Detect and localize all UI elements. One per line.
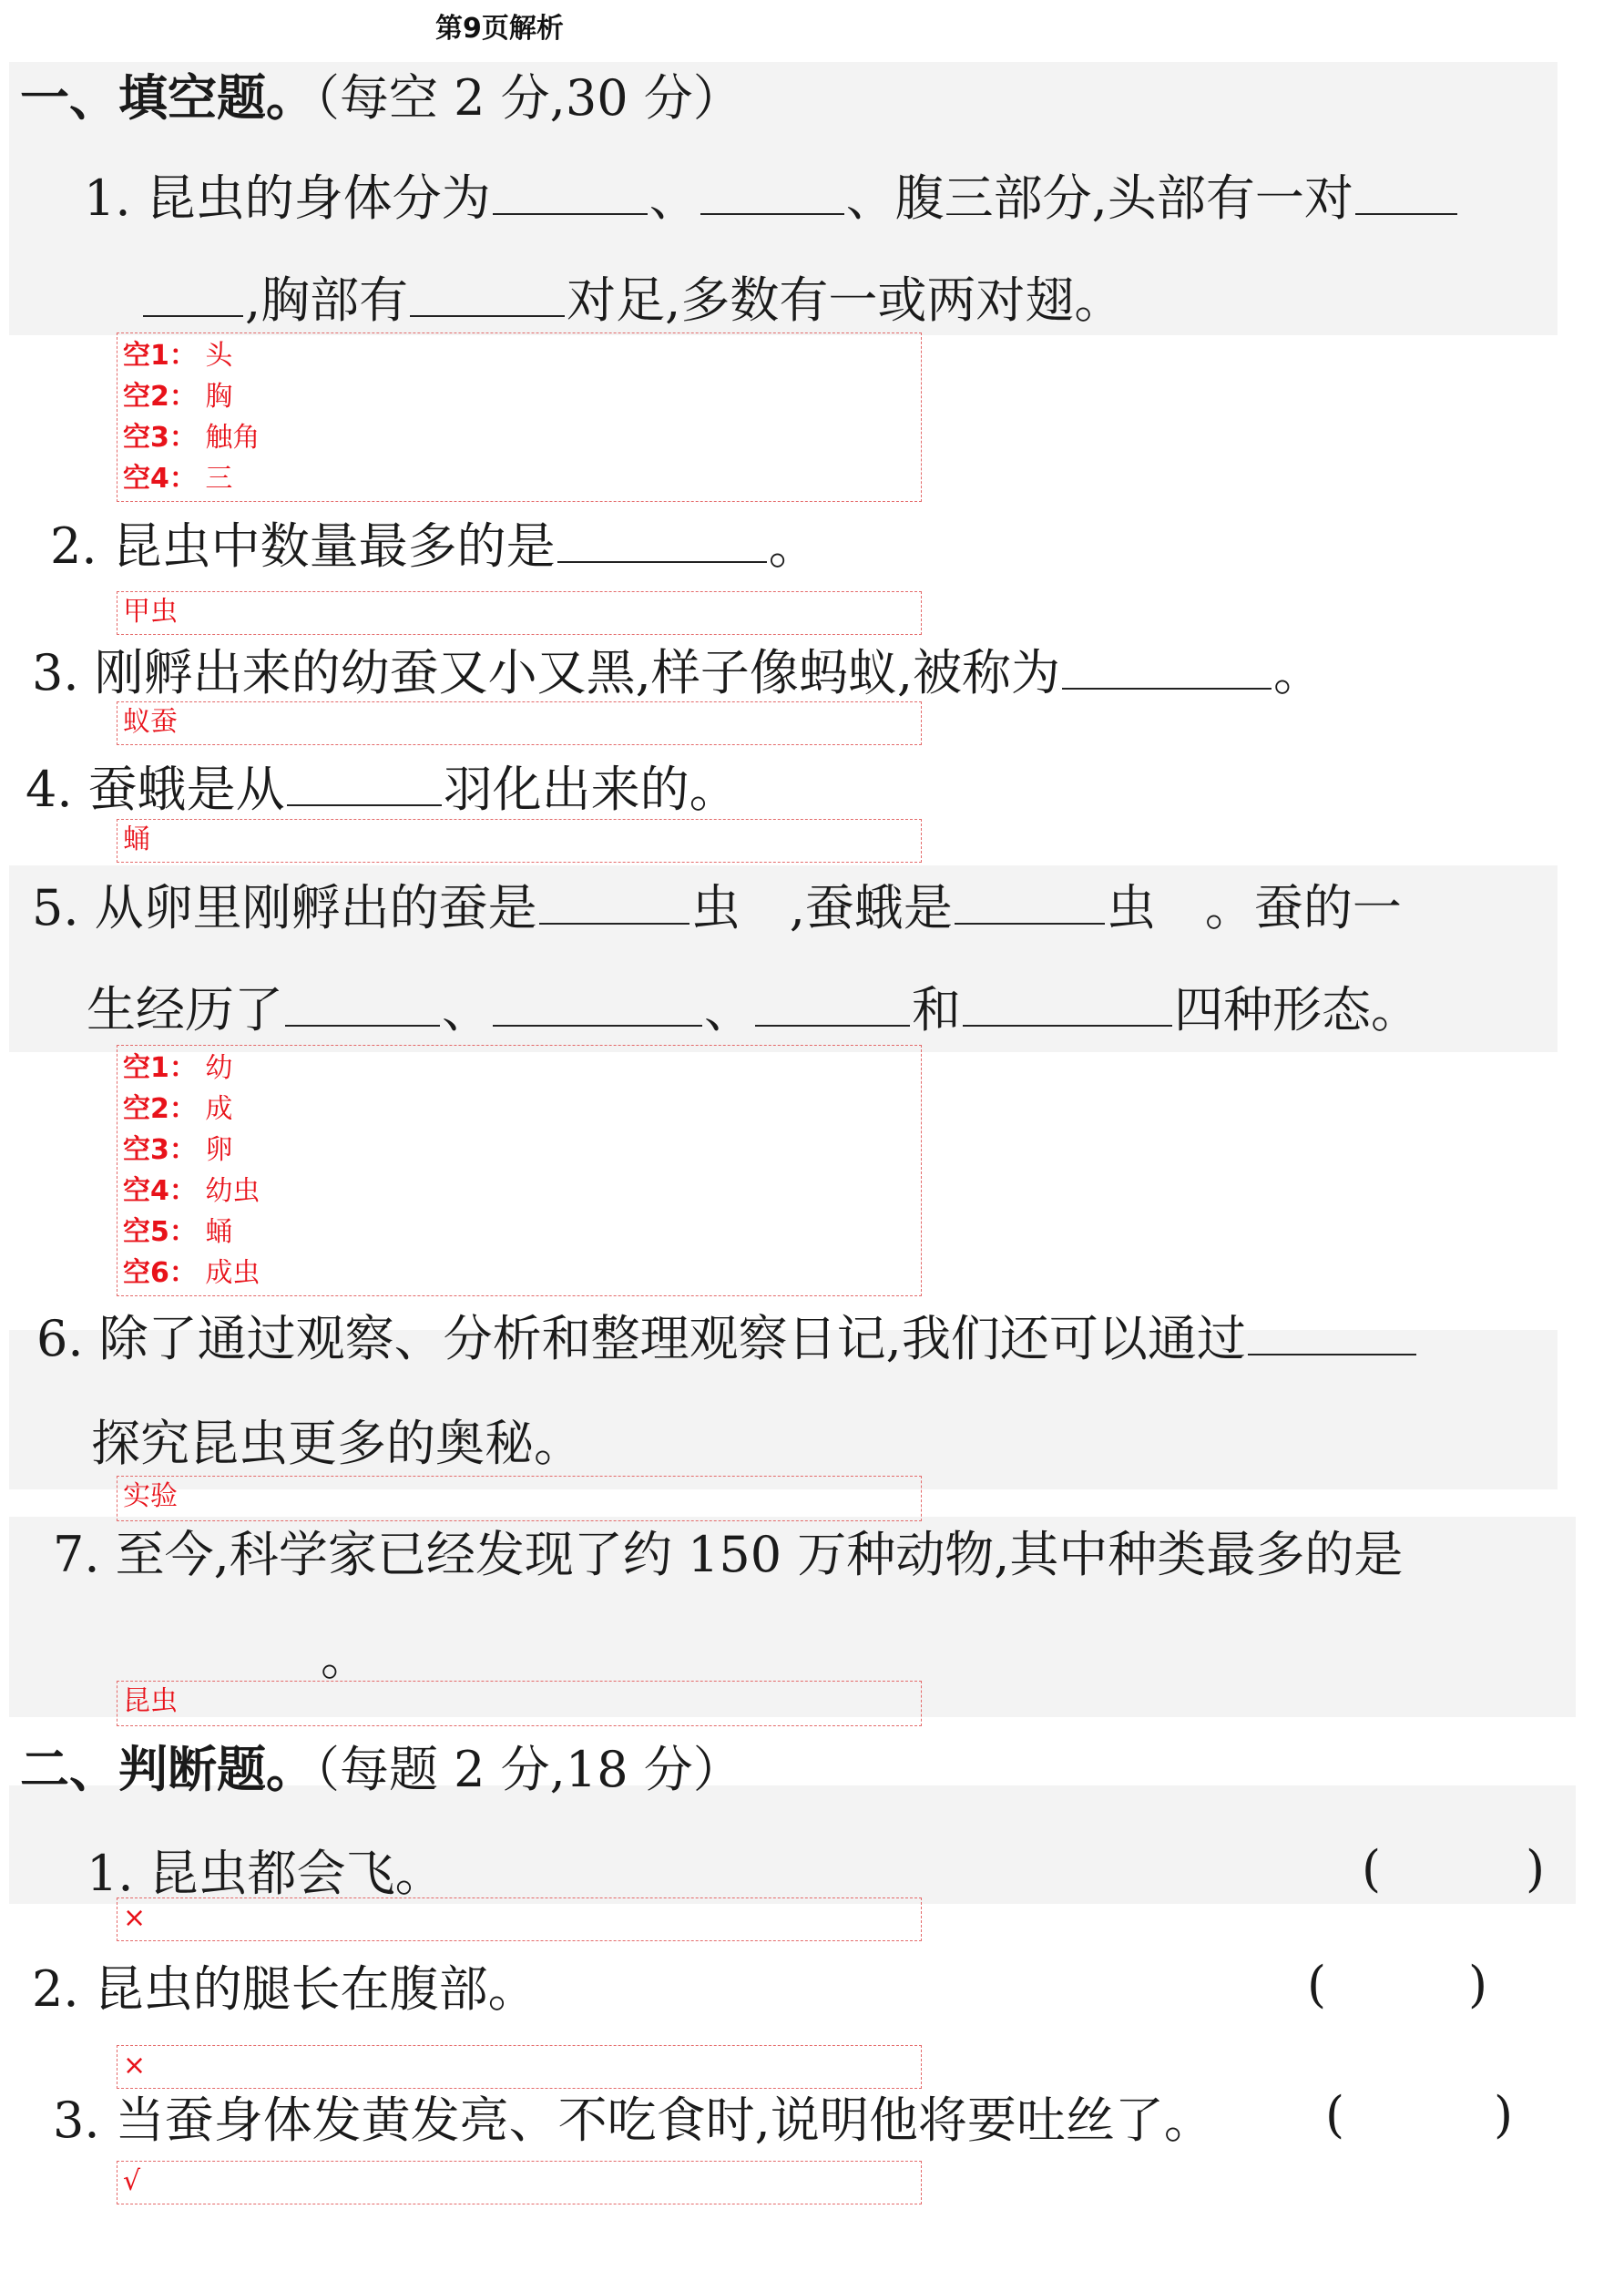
- paren-close: ): [1468, 1956, 1488, 2013]
- answer-value: 三: [205, 463, 233, 495]
- question-text: 。: [768, 517, 818, 575]
- paren-open: (: [1307, 1956, 1327, 2013]
- section-heading-fill-blank: [20, 68, 742, 128]
- question-text: 羽化出来的。: [443, 761, 739, 818]
- answer-value: 胸: [205, 381, 233, 413]
- paren-close: ): [1526, 1840, 1546, 1897]
- question-text: 7. 至今,科学家已经发现了约 150 万种动物,其中种类最多的是: [53, 1526, 1404, 1583]
- answer-value: √: [123, 2165, 141, 2197]
- answer-value: 甲虫: [123, 596, 178, 628]
- answer-box-q7: [117, 1681, 922, 1726]
- answer-value: 蛹: [205, 1216, 233, 1248]
- judgment-1: [87, 1845, 444, 1903]
- question-text: 4. 蚕蛾是从: [26, 761, 285, 818]
- question-text: 。蚕的一: [1204, 879, 1402, 936]
- answer-value: 实验: [123, 1480, 178, 1512]
- question-6-line-2: [91, 1415, 583, 1473]
- answer-value: 昆虫: [123, 1685, 178, 1717]
- question-text: 四种形态。: [1174, 981, 1420, 1038]
- answer-blank: [285, 985, 440, 1027]
- answer-row: [123, 1212, 915, 1253]
- answer-value: ×: [123, 1902, 147, 1934]
- page-title: 第9页解析: [435, 13, 564, 45]
- answer-value: 头: [205, 340, 233, 372]
- paren-open: (: [1325, 2086, 1345, 2143]
- answer-blank: [557, 521, 767, 563]
- answer-box-q3: [117, 701, 922, 745]
- answer-value: 幼: [205, 1052, 233, 1084]
- question-1-line-2: [141, 271, 1123, 330]
- answer-row: [123, 1089, 915, 1130]
- answer-key: 空3：: [123, 422, 197, 454]
- answer-key: 空1：: [123, 1052, 197, 1084]
- answer-row: [123, 458, 915, 499]
- section-title: 二、判断题。: [20, 1740, 315, 1798]
- question-4: [26, 761, 739, 819]
- question-1-line-1: [84, 169, 1459, 228]
- answer-value: 成虫: [205, 1257, 260, 1289]
- question-text: 和: [912, 981, 961, 1038]
- answer-key: 空5：: [123, 1216, 197, 1248]
- answer-blank: [143, 275, 243, 317]
- question-text: 、: [442, 981, 491, 1038]
- question-3: [32, 644, 1323, 702]
- question-text: 5. 从卵里刚孵出的蚕是: [32, 879, 537, 936]
- question-text: 探究昆虫更多的奥秘。: [91, 1415, 583, 1472]
- question-2: [50, 517, 818, 576]
- answer-key: 空4：: [123, 1175, 197, 1207]
- question-text: 1. 昆虫都会飞。: [87, 1845, 444, 1902]
- question-text: 虫: [690, 879, 741, 936]
- question-text: 、: [649, 169, 699, 227]
- answer-row: [123, 335, 915, 376]
- answer-key: 空2：: [123, 1093, 197, 1125]
- answer-key: 空1：: [123, 340, 197, 372]
- question-text: 、腹三部分,头部有一对: [845, 169, 1353, 227]
- question-text: 2. 昆虫中数量最多的是: [50, 517, 556, 575]
- answer-box-q2: [117, 591, 922, 635]
- section-score: （每空 2 分,30 分）: [315, 69, 742, 127]
- answer-row: [123, 1253, 915, 1294]
- answer-blank: [963, 985, 1172, 1027]
- answer-row: [123, 1048, 915, 1089]
- question-7-line-1: [53, 1526, 1403, 1584]
- answer-box-q4: [117, 819, 922, 863]
- answer-box-q1: [117, 332, 922, 502]
- answer-blank: [410, 275, 565, 317]
- answer-box-j1: [117, 1897, 922, 1941]
- question-5-line-1: [32, 879, 1402, 937]
- answer-blank: [287, 764, 442, 806]
- answer-blank: [539, 883, 689, 925]
- answer-blank: [1248, 1314, 1416, 1355]
- question-5-line-2: [87, 981, 1420, 1039]
- question-text: 虫: [1106, 879, 1156, 936]
- answer-row: [123, 1130, 915, 1171]
- answer-box-q6: [117, 1476, 922, 1521]
- question-6-line-1: [36, 1310, 1418, 1368]
- question-text: ,胸部有: [245, 271, 409, 329]
- question-text: 对足,多数有一或两对翅。: [567, 271, 1124, 329]
- section-title: 一、填空题。: [20, 68, 315, 127]
- answer-value: 触角: [205, 422, 260, 454]
- question-text: 生经历了: [87, 981, 283, 1038]
- section-heading-true-false: [20, 1740, 742, 1799]
- answer-value: ×: [123, 2050, 147, 2082]
- answer-key: 空3：: [123, 1134, 197, 1166]
- answer-key: 空6：: [123, 1257, 197, 1289]
- paren-open: (: [1362, 1840, 1382, 1897]
- answer-value: 幼虫: [205, 1175, 260, 1207]
- question-7-line-2: [321, 1629, 370, 1687]
- answer-value: 蛹: [123, 823, 150, 855]
- answer-blank: [493, 985, 702, 1027]
- answer-blank: [755, 985, 910, 1027]
- question-text: 3. 当蚕身体发黄发亮、不吃食时,说明他将要吐丝了。: [53, 2092, 1213, 2149]
- question-text: 3. 刚孵出来的幼蚕又小又黑,样子像蚂蚁,被称为: [32, 644, 1061, 701]
- question-text: 2. 昆虫的腿长在腹部。: [32, 1960, 537, 2018]
- judgment-2: [32, 1960, 537, 2019]
- answer-value: 成: [205, 1093, 233, 1125]
- answer-row: [123, 376, 915, 417]
- answer-box-j3: [117, 2161, 922, 2204]
- paren-close: ): [1494, 2086, 1514, 2143]
- answer-key: 空4：: [123, 463, 197, 495]
- question-text: 6. 除了通过观察、分析和整理观察日记,我们还可以通过: [36, 1310, 1246, 1367]
- question-text: ,蚕蛾是: [789, 879, 953, 936]
- answer-box-j2: [117, 2045, 922, 2089]
- section-score: （每题 2 分,18 分）: [315, 1741, 742, 1798]
- answer-row: [123, 1171, 915, 1212]
- answer-value: 卵: [205, 1134, 233, 1166]
- question-text: 1. 昆虫的身体分为: [84, 169, 491, 227]
- answer-blank: [955, 883, 1105, 925]
- question-text: 、: [704, 981, 753, 1038]
- answer-blank: [700, 173, 844, 215]
- judgment-3: [53, 2092, 1213, 2150]
- answer-value: 蚁蚕: [123, 706, 178, 738]
- answer-key: 空2：: [123, 381, 197, 413]
- answer-blank: [1062, 648, 1272, 690]
- question-text: 。: [321, 1629, 370, 1686]
- answer-blank: [493, 173, 648, 215]
- answer-box-q5: [117, 1045, 922, 1296]
- answer-row: [123, 417, 915, 458]
- answer-blank: [1355, 173, 1457, 215]
- question-text: 。: [1273, 644, 1323, 701]
